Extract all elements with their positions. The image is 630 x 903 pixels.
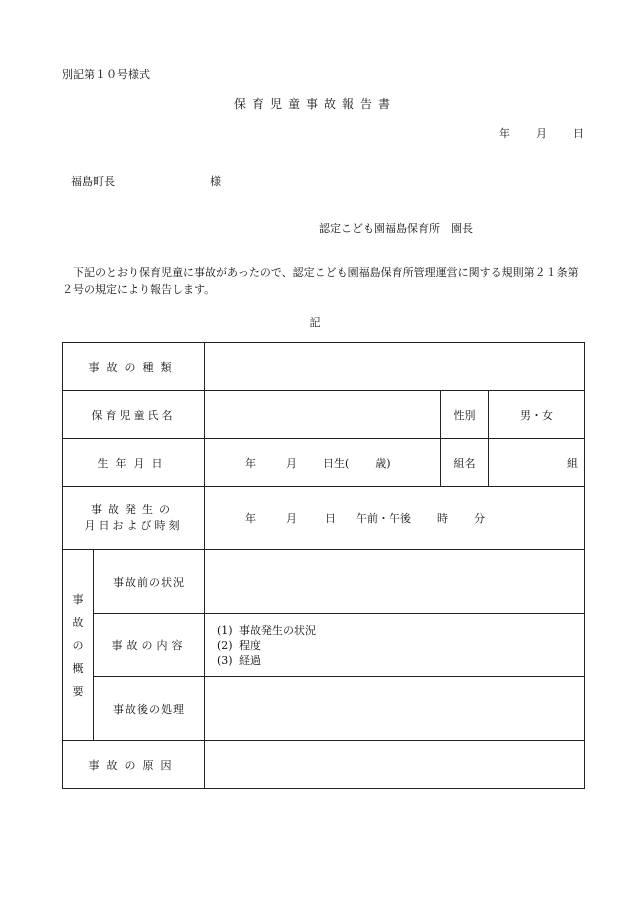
summary-char: 事 — [72, 592, 84, 606]
accident-type-label: 事故の種類 — [63, 343, 205, 391]
birth-label: 生年月日 — [63, 439, 205, 487]
row-birth — [63, 439, 585, 487]
row-before — [63, 550, 585, 614]
content-item-num: (2) — [217, 638, 233, 652]
row-content — [63, 614, 585, 677]
birth-age: 歳) — [375, 456, 391, 470]
row-cause — [63, 741, 585, 789]
body-text-content: 下記のとおり保育児童に事故があったので、認定こども園福島保育所管理運営に関する規則第２１条第２号の規定により報告します。 — [62, 266, 579, 296]
occ-day: 日 — [325, 512, 336, 525]
child-name-label: 保育児童氏名 — [63, 391, 205, 439]
content-item-num: (1) — [217, 623, 233, 637]
after-label: 事故後の処理 — [94, 677, 205, 741]
report-table — [62, 342, 585, 789]
occ-year: 年 — [245, 512, 256, 525]
content-item-num: (3) — [217, 653, 233, 667]
body-text — [62, 264, 582, 298]
accident-type-field[interactable] — [205, 343, 585, 391]
row-accident-type — [63, 343, 585, 391]
summary-char: 故 — [72, 615, 84, 629]
content-item-text: 事故発生の状況 — [239, 623, 316, 637]
report-date — [499, 125, 586, 141]
content-item-text: 経過 — [239, 653, 261, 667]
content-item — [217, 623, 584, 638]
birth-year: 年 — [245, 456, 256, 470]
content-label: 事故の内容 — [94, 614, 205, 677]
date-day: 日 — [573, 127, 586, 140]
document-title: 保育児童事故報告書 — [233, 97, 396, 111]
before-label: 事故前の状況 — [94, 550, 205, 614]
summary-char: 要 — [72, 684, 84, 698]
summary-label — [63, 550, 94, 741]
summary-char: の — [72, 638, 84, 652]
cause-field[interactable] — [205, 741, 585, 789]
honorific: 様 — [210, 175, 221, 188]
summary-char: 概 — [72, 661, 84, 675]
occurrence-label — [63, 487, 205, 550]
gender-label: 性別 — [441, 391, 489, 439]
row-occurrence — [63, 487, 585, 550]
child-name-field[interactable] — [205, 391, 441, 439]
class-label: 組名 — [441, 439, 489, 487]
occ-minute: 分 — [474, 512, 485, 525]
recipient: 福島町長 — [71, 175, 115, 188]
occurrence-label-line1: 事故発生の — [91, 503, 176, 516]
cause-label: 事故の原因 — [63, 741, 205, 789]
form-number: 別記第１０号様式 — [62, 68, 150, 81]
after-field[interactable] — [205, 677, 585, 741]
occurrence-label-line2: 月日および時刻 — [84, 519, 183, 532]
gender-field[interactable]: 男・女 — [489, 391, 585, 439]
class-field[interactable]: 組 — [489, 439, 585, 487]
row-after — [63, 677, 585, 741]
content-item — [217, 653, 584, 668]
ki-heading: 記 — [309, 316, 321, 329]
birth-day: 日生( — [323, 456, 350, 470]
content-field[interactable] — [205, 614, 585, 677]
occ-month: 月 — [286, 512, 297, 525]
content-item — [217, 638, 584, 653]
row-child-name — [63, 391, 585, 439]
date-year: 年 — [499, 127, 512, 140]
birth-field[interactable] — [205, 439, 441, 487]
occ-ampm: 午前・午後 — [356, 512, 411, 525]
content-item-text: 程度 — [239, 638, 261, 652]
date-month: 月 — [536, 127, 549, 140]
occurrence-field[interactable] — [205, 487, 585, 550]
sender: 認定こども園福島保育所 園長 — [319, 222, 473, 235]
occ-hour: 時 — [437, 512, 448, 525]
before-field[interactable] — [205, 550, 585, 614]
birth-month: 月 — [286, 456, 297, 470]
